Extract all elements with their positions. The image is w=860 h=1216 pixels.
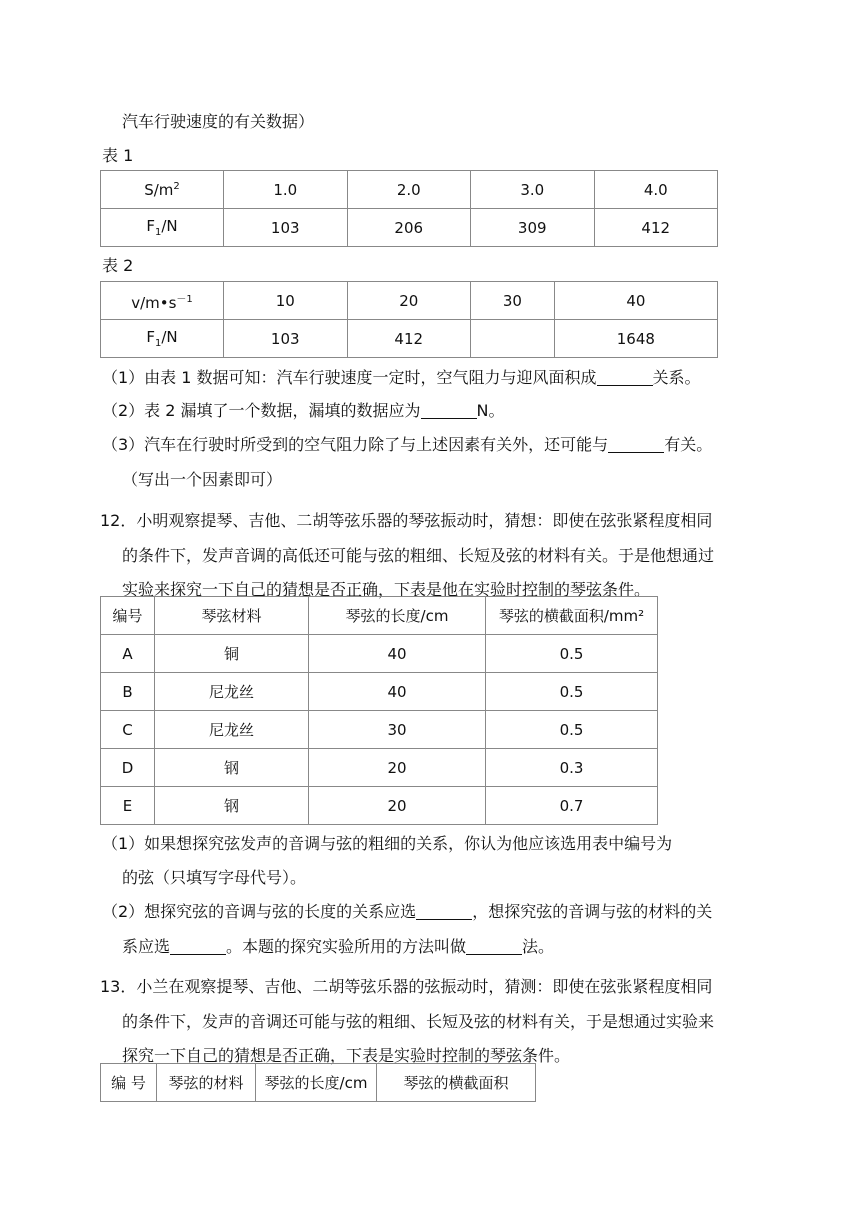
answer-blank[interactable] xyxy=(597,369,653,386)
table-cell-empty xyxy=(471,320,555,358)
q11-sub2-text: （2）表 2 漏填了一个数据，漏填的数据应为 xyxy=(102,401,421,420)
q12-sub2-line2 xyxy=(122,937,554,957)
q11-sub2-tail: N。 xyxy=(476,401,505,420)
table-cell: 40 xyxy=(309,635,486,673)
table-cell: 尼龙丝 xyxy=(155,711,309,749)
q12-line2: 的条件下，发声音调的高低还可能与弦的粗细、长短及弦的材料有关。于是他想通过 xyxy=(122,546,715,565)
table-cell: 40 xyxy=(309,673,486,711)
table-cell: 钢 xyxy=(155,749,309,787)
table2-header-speed: $v/m•s^{-1}$ xyxy=(101,282,224,320)
table-cell: 40 xyxy=(554,282,717,320)
q13-line1: 13．小兰在观察提琴、吉他、二胡等弦乐器的弦振动时，猜测：即使在弦张紧程度相同 xyxy=(100,977,713,996)
table-cell: 20 xyxy=(309,749,486,787)
q11-sub1 xyxy=(102,368,701,388)
q12-sub2-text: （2）想探究弦的音调与弦的长度的关系应选 xyxy=(102,902,417,921)
table1-header-force: $F_1/N$ xyxy=(101,209,224,247)
table-cell: B xyxy=(101,673,155,711)
q11-sub1-text: （1）由表 1 数据可知：汽车行驶速度一定时，空气阻力与迎风面积成 xyxy=(102,368,597,387)
table-cell: 1648 xyxy=(554,320,717,358)
q11-sub3-note: （写出一个因素即可） xyxy=(122,470,283,489)
q13-line2: 的条件下，发声的音调还可能与弦的粗细、长短及弦的材料有关，于是想通过实验来 xyxy=(122,1012,715,1031)
q12-line1: 12．小明观察提琴、吉他、二胡等弦乐器的琴弦振动时，猜想：即使在弦张紧程度相同 xyxy=(100,511,713,530)
table-cell: 206 xyxy=(347,209,471,247)
q13-line3: 探究一下自己的猜想是否正确，下表是实验时控制的琴弦条件。 xyxy=(122,1046,571,1065)
table-cell: 3.0 xyxy=(471,171,595,209)
table-header: 琴弦的横截面积/mm² xyxy=(486,597,658,635)
q12-sub2-l2-mid: 。本题的探究实验所用的方法叫做 xyxy=(226,937,467,956)
table-cell: 4.0 xyxy=(594,171,718,209)
table2 xyxy=(100,281,718,358)
table-cell: A xyxy=(101,635,155,673)
table-cell: 0.7 xyxy=(486,787,658,825)
table-cell: 412 xyxy=(347,320,471,358)
table-cell: 2.0 xyxy=(347,171,471,209)
table2-caption: 表 2 xyxy=(102,256,134,275)
table-header: 琴弦的长度/cm xyxy=(309,597,486,635)
table-cell: 1.0 xyxy=(224,171,348,209)
table-cell: 10 xyxy=(224,282,348,320)
answer-blank[interactable] xyxy=(170,938,226,955)
intro-tail: 汽车行驶速度的有关数据） xyxy=(122,112,315,131)
table-header: 编号 xyxy=(101,597,155,635)
q11-sub3 xyxy=(102,435,712,455)
table-cell: 412 xyxy=(594,209,718,247)
table-cell: C xyxy=(101,711,155,749)
table-cell: 尼龙丝 xyxy=(155,673,309,711)
table-header: 琴弦的长度/cm xyxy=(256,1064,377,1102)
answer-blank[interactable] xyxy=(421,402,477,419)
table-cell: D xyxy=(101,749,155,787)
answer-blank[interactable] xyxy=(416,903,472,920)
table-cell: 钢 xyxy=(155,787,309,825)
table-cell: 30 xyxy=(309,711,486,749)
q12-line3: 实验来探究一下自己的猜想是否正确，下表是他在实验时控制的琴弦条件。 xyxy=(122,580,651,599)
table-cell: 0.5 xyxy=(486,673,658,711)
q11-sub3-tail: 有关。 xyxy=(664,435,713,454)
table1 xyxy=(100,170,718,247)
table1-caption: 表 1 xyxy=(102,146,134,165)
table-cell: 30 xyxy=(471,282,555,320)
table-cell: 0.3 xyxy=(486,749,658,787)
q12-sub1-line1: （1）如果想探究弦发声的音调与弦的粗细的关系，你认为他应该选用表中编号为 xyxy=(102,834,673,853)
q12-sub2-l2-text: 系应选 xyxy=(122,937,171,956)
answer-blank[interactable] xyxy=(608,436,664,453)
table-header: 琴弦的横截面积 xyxy=(377,1064,536,1102)
table-cell: 309 xyxy=(471,209,595,247)
table-cell: 20 xyxy=(347,282,471,320)
q13-table xyxy=(100,1063,536,1102)
table-cell: 0.5 xyxy=(486,635,658,673)
q12-sub1-line2: 的弦（只填写字母代号）。 xyxy=(122,868,307,887)
q12-table xyxy=(100,596,658,825)
q11-sub2 xyxy=(102,401,505,421)
table-cell: 铜 xyxy=(155,635,309,673)
table-cell: 103 xyxy=(224,320,348,358)
table-cell: 0.5 xyxy=(486,711,658,749)
table-cell: 103 xyxy=(224,209,348,247)
q11-sub3-text: （3）汽车在行驶时所受到的空气阻力除了与上述因素有关外，还可能与 xyxy=(102,435,609,454)
table-cell: E xyxy=(101,787,155,825)
q12-sub2-line1 xyxy=(102,902,712,922)
q12-sub2-l2-tail: 法。 xyxy=(522,937,555,956)
table-cell: 20 xyxy=(309,787,486,825)
table2-header-force: $F_1/N$ xyxy=(101,320,224,358)
table1-header-area: $S/m^2$ xyxy=(101,171,224,209)
table-header: 琴弦材料 xyxy=(155,597,309,635)
table-header: 编 号 xyxy=(101,1064,157,1102)
table-header: 琴弦的材料 xyxy=(157,1064,256,1102)
answer-blank[interactable] xyxy=(466,938,522,955)
q11-sub1-tail: 关系。 xyxy=(652,368,701,387)
q12-sub2-mid: ，想探究弦的音调与弦的材料的关 xyxy=(472,902,713,921)
